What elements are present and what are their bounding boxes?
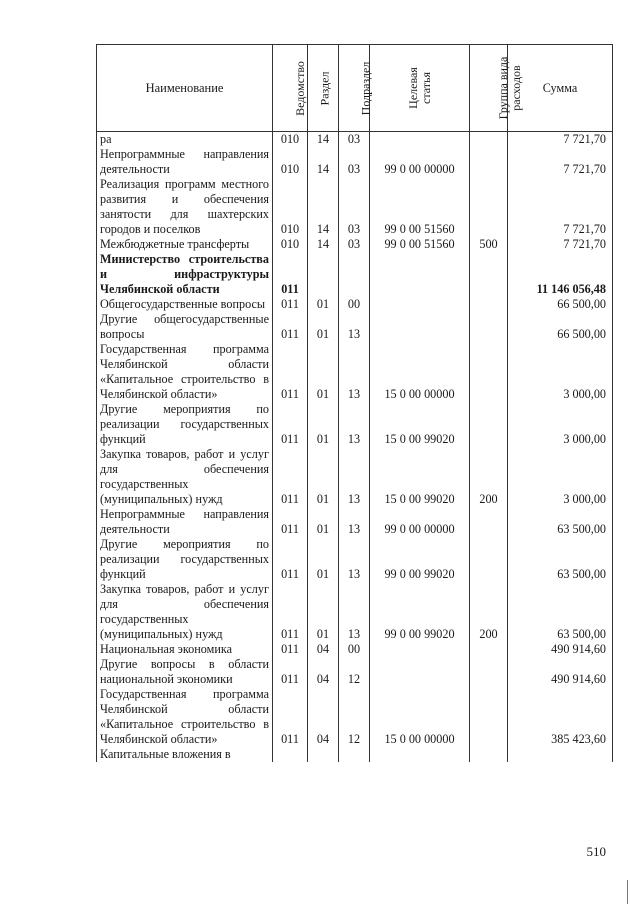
table-header-row: [97, 45, 613, 132]
table-row: [97, 252, 613, 297]
row-sum: 7 721,70: [508, 147, 613, 177]
row-sum: [508, 747, 613, 762]
table-row: [97, 297, 613, 312]
row-section: 04: [308, 642, 339, 657]
row-target-line: 99 0 00 99020: [370, 582, 470, 642]
row-expense-group: 200: [470, 582, 508, 642]
row-target-line: [370, 747, 470, 762]
table-row: [97, 402, 613, 447]
row-department: 010: [273, 237, 308, 252]
row-sum: 385 423,60: [508, 687, 613, 747]
row-section: 01: [308, 312, 339, 342]
row-expense-group: [470, 747, 508, 762]
row-target-line: 99 0 00 00000: [370, 507, 470, 537]
page-number: 510: [586, 844, 606, 859]
row-name: Межбюджетные трансферты: [97, 237, 273, 252]
row-sum: 3 000,00: [508, 402, 613, 447]
table-row: [97, 687, 613, 747]
row-target-line: 99 0 00 99020: [370, 537, 470, 582]
header-subsection: Подраздел: [339, 45, 370, 132]
table-row: [97, 312, 613, 342]
row-sum: 7 721,70: [508, 177, 613, 237]
table-row: [97, 507, 613, 537]
row-sum: 3 000,00: [508, 447, 613, 507]
table-row: [97, 147, 613, 177]
table-row: [97, 342, 613, 402]
row-name: Общегосударственные вопросы: [97, 297, 273, 312]
row-expense-group: [470, 642, 508, 657]
row-section: [308, 747, 339, 762]
row-subsection: 12: [339, 657, 370, 687]
row-section: 01: [308, 537, 339, 582]
row-sum: 7 721,70: [508, 132, 613, 148]
row-expense-group: [470, 657, 508, 687]
table-row: [97, 237, 613, 252]
row-expense-group: 200: [470, 447, 508, 507]
row-target-line: [370, 132, 470, 148]
row-department: 011: [273, 642, 308, 657]
table-row: [97, 747, 613, 762]
header-section: Раздел: [308, 45, 339, 132]
row-section: 14: [308, 132, 339, 148]
row-section: 14: [308, 147, 339, 177]
row-expense-group: [470, 687, 508, 747]
row-department: 011: [273, 687, 308, 747]
row-subsection: 03: [339, 237, 370, 252]
row-target-line: 99 0 00 00000: [370, 147, 470, 177]
row-name: Национальная экономика: [97, 642, 273, 657]
row-subsection: 13: [339, 582, 370, 642]
table-row: [97, 657, 613, 687]
row-name: Непрограммные направления деятельности: [97, 507, 273, 537]
row-name: Капитальные вложения в: [97, 747, 273, 762]
row-section: 01: [308, 582, 339, 642]
row-target-line: [370, 657, 470, 687]
row-name: Реализация программ местного развития и обеспечения занятости для шахтерских городов и поселков: [97, 177, 273, 237]
row-expense-group: [470, 312, 508, 342]
row-target-line: [370, 252, 470, 297]
row-target-line: 99 0 00 51560: [370, 237, 470, 252]
row-section: 01: [308, 507, 339, 537]
row-name: Государственная программа Челябинской области «Капитальное строительство в Челябинской области»: [97, 342, 273, 402]
header-sum: Сумма: [508, 45, 613, 132]
table-row: [97, 447, 613, 507]
row-section: 14: [308, 237, 339, 252]
row-sum: 63 500,00: [508, 507, 613, 537]
row-subsection: 12: [339, 687, 370, 747]
row-subsection: [339, 747, 370, 762]
row-name: Другие вопросы в области национальной экономики: [97, 657, 273, 687]
row-name: Непрограммные направления деятельности: [97, 147, 273, 177]
row-target-line: [370, 312, 470, 342]
row-subsection: [339, 252, 370, 297]
table-row: [97, 642, 613, 657]
row-target-line: 15 0 00 99020: [370, 402, 470, 447]
row-sum: 7 721,70: [508, 237, 613, 252]
row-section: 04: [308, 687, 339, 747]
row-subsection: 13: [339, 537, 370, 582]
header-target-line: Целевая статья: [370, 45, 470, 132]
row-sum: 63 500,00: [508, 582, 613, 642]
row-department: 011: [273, 342, 308, 402]
row-department: 011: [273, 582, 308, 642]
row-target-line: 15 0 00 99020: [370, 447, 470, 507]
row-target-line: [370, 297, 470, 312]
row-subsection: 00: [339, 642, 370, 657]
row-name: Министерство строительства и инфраструктуры Челябинской области: [97, 252, 273, 297]
row-section: 01: [308, 447, 339, 507]
row-department: 010: [273, 132, 308, 148]
row-subsection: 03: [339, 132, 370, 148]
row-section: 01: [308, 297, 339, 312]
row-expense-group: 500: [470, 237, 508, 252]
row-department: 010: [273, 147, 308, 177]
row-subsection: 03: [339, 177, 370, 237]
row-section: [308, 252, 339, 297]
header-department: Ведомство: [273, 45, 308, 132]
row-sum: 3 000,00: [508, 342, 613, 402]
row-section: 01: [308, 402, 339, 447]
row-name: Другие мероприятия по реализации государственных функций: [97, 537, 273, 582]
row-expense-group: [470, 342, 508, 402]
row-subsection: 13: [339, 507, 370, 537]
row-subsection: 03: [339, 147, 370, 177]
row-expense-group: [470, 177, 508, 237]
row-department: 011: [273, 507, 308, 537]
row-name: Другие мероприятия по реализации государственных функций: [97, 402, 273, 447]
row-sum: 63 500,00: [508, 537, 613, 582]
row-name: Государственная программа Челябинской области «Капитальное строительство в Челябинской области»: [97, 687, 273, 747]
page-edge-line: [627, 880, 628, 904]
row-expense-group: [470, 147, 508, 177]
row-department: 011: [273, 312, 308, 342]
row-name: Закупка товаров, работ и услуг для обеспечения государственных (муниципальных) нужд: [97, 447, 273, 507]
header-expense-group: Группа вида расходов: [470, 45, 508, 132]
row-expense-group: [470, 252, 508, 297]
row-name: Закупка товаров, работ и услуг для обеспечения государственных (муниципальных) нужд: [97, 582, 273, 642]
row-target-line: 15 0 00 00000: [370, 342, 470, 402]
row-sum: 490 914,60: [508, 657, 613, 687]
row-department: 011: [273, 252, 308, 297]
table-row: [97, 132, 613, 148]
row-department: 010: [273, 177, 308, 237]
budget-table: [96, 44, 613, 762]
row-department: 011: [273, 297, 308, 312]
row-expense-group: [470, 507, 508, 537]
row-sum: 66 500,00: [508, 312, 613, 342]
row-subsection: 13: [339, 342, 370, 402]
row-target-line: 99 0 00 51560: [370, 177, 470, 237]
budget-table-sheet: [96, 44, 612, 762]
row-sum: 66 500,00: [508, 297, 613, 312]
row-subsection: 00: [339, 297, 370, 312]
row-department: 011: [273, 537, 308, 582]
row-target-line: 15 0 00 00000: [370, 687, 470, 747]
row-department: [273, 747, 308, 762]
row-name: ра: [97, 132, 273, 148]
row-subsection: 13: [339, 447, 370, 507]
row-target-line: [370, 642, 470, 657]
header-name: Наименование: [97, 45, 273, 132]
table-row: [97, 177, 613, 237]
row-subsection: 13: [339, 312, 370, 342]
row-sum: 490 914,60: [508, 642, 613, 657]
row-expense-group: [470, 402, 508, 447]
table-row: [97, 582, 613, 642]
row-section: 04: [308, 657, 339, 687]
row-subsection: 13: [339, 402, 370, 447]
row-department: 011: [273, 657, 308, 687]
table-row: [97, 537, 613, 582]
row-expense-group: [470, 537, 508, 582]
row-name: Другие общегосударственные вопросы: [97, 312, 273, 342]
row-sum: 11 146 056,48: [508, 252, 613, 297]
row-expense-group: [470, 132, 508, 148]
row-section: 14: [308, 177, 339, 237]
row-department: 011: [273, 447, 308, 507]
row-section: 01: [308, 342, 339, 402]
row-department: 011: [273, 402, 308, 447]
row-expense-group: [470, 297, 508, 312]
